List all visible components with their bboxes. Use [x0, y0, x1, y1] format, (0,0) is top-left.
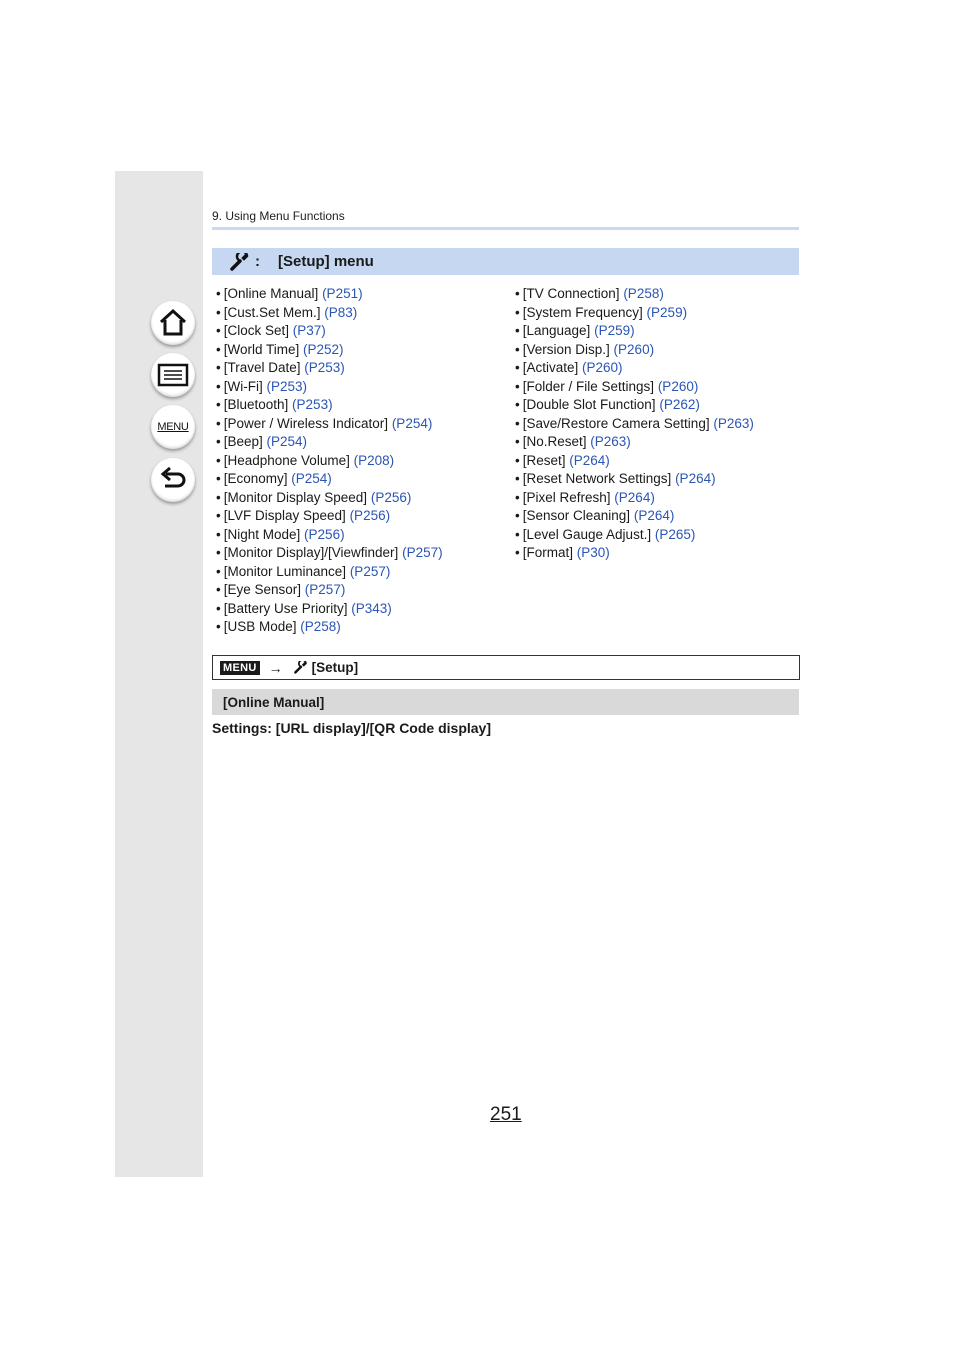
menu-item — [216, 563, 443, 582]
menu-item — [515, 489, 754, 508]
setup-items-right — [515, 285, 754, 563]
menu-item — [216, 433, 443, 452]
menu-item-label: [Power / Wireless Indicator] — [223, 415, 389, 431]
bullet: • — [515, 397, 520, 412]
menu-item — [216, 526, 443, 545]
page-reference-link[interactable]: (P37) — [292, 323, 326, 338]
page-reference-link[interactable]: (P343) — [351, 600, 392, 616]
bullet: • — [216, 341, 221, 357]
page-reference-link[interactable]: (P260) — [657, 378, 699, 394]
menu-item — [515, 526, 754, 545]
menu-item — [216, 285, 443, 304]
bullet: • — [515, 489, 520, 505]
menu-item-label: [USB Mode] — [223, 619, 297, 634]
bullet: • — [216, 397, 221, 412]
page-reference-link[interactable]: (P258) — [623, 286, 664, 301]
menu-item-label: [Level Gauge Adjust.] — [522, 526, 652, 542]
bullet: • — [515, 526, 520, 542]
arrow-icon: → — [268, 659, 283, 676]
menu-item-label: [Save/Restore Camera Setting] — [522, 415, 710, 431]
menu-item — [216, 304, 443, 323]
bullet: • — [515, 323, 520, 338]
menu-item-label: [World Time] — [223, 341, 300, 357]
page-reference-link[interactable]: (P260) — [613, 341, 655, 357]
bullet: • — [515, 378, 520, 394]
breadcrumb: 9. Using Menu Functions — [212, 209, 345, 223]
bullet: • — [515, 471, 520, 486]
bullet: • — [216, 619, 221, 634]
bullet: • — [216, 545, 221, 560]
header-rule — [212, 227, 799, 230]
menu-item — [216, 489, 443, 508]
home-button[interactable] — [151, 301, 195, 345]
menu-item-label: [Monitor Luminance] — [223, 563, 347, 579]
menu-item-label: [Double Slot Function] — [522, 397, 656, 412]
menu-path — [212, 655, 800, 680]
menu-item-label: [Monitor Display]/[Viewfinder] — [223, 545, 399, 560]
menu-item — [515, 341, 754, 360]
page-reference-link[interactable]: (P253) — [266, 378, 308, 394]
menu-item-label: [Reset Network Settings] — [522, 471, 672, 486]
menu-item-label: [No.Reset] — [522, 434, 587, 449]
menu-item — [515, 285, 754, 304]
menu-item-label: [Monitor Display Speed] — [223, 489, 368, 505]
menu-item-label: [Reset] — [522, 452, 566, 468]
menu-item-label: [Clock Set] — [223, 323, 290, 338]
menu-item — [515, 433, 754, 452]
menu-item-label: [TV Connection] — [522, 286, 620, 301]
page-reference-link[interactable]: (P257) — [402, 545, 443, 560]
menu-item-label: [Format] — [522, 545, 573, 560]
bullet: • — [216, 415, 221, 431]
menu-item-label: [Economy] — [223, 471, 288, 486]
menu-item — [515, 415, 754, 434]
bullet: • — [216, 582, 221, 597]
section-header — [212, 248, 799, 275]
menu-item-label: [Sensor Cleaning] — [522, 508, 631, 523]
bullet: • — [515, 341, 520, 357]
bullet: • — [216, 508, 221, 523]
menu-item-label: [Bluetooth] — [223, 397, 289, 412]
page-reference-link[interactable]: (P254) — [291, 471, 332, 486]
menu-item — [515, 396, 754, 415]
bullet: • — [515, 508, 520, 523]
page-reference-link[interactable]: (P264) — [614, 489, 655, 505]
bullet: • — [216, 452, 221, 468]
page-reference-link[interactable]: (P265) — [654, 526, 696, 542]
page-reference-link[interactable]: (P256) — [370, 489, 412, 505]
page-reference-link[interactable]: (P263) — [713, 415, 754, 431]
back-button[interactable] — [151, 458, 195, 502]
page-reference-link[interactable]: (P264) — [633, 508, 675, 523]
menu-item — [216, 470, 443, 489]
menu-item-label: [Online Manual] — [223, 286, 319, 301]
bullet: • — [216, 434, 221, 449]
settings-text: Settings: [URL display]/[QR Code display] — [212, 720, 491, 736]
menu-item-label: [Eye Sensor] — [223, 582, 302, 597]
menu-item-label: [Battery Use Priority] — [223, 600, 348, 616]
menu-item — [515, 544, 754, 563]
bullet: • — [515, 304, 520, 320]
bullet: • — [515, 434, 520, 449]
menu-item — [515, 452, 754, 471]
bullet: • — [216, 378, 221, 394]
menu-item — [216, 581, 443, 600]
menu-item-label: [Version Disp.] — [522, 341, 610, 357]
page-reference-link[interactable]: (P262) — [659, 397, 700, 412]
page-reference-link[interactable]: (P208) — [353, 452, 395, 468]
home-icon — [158, 308, 188, 338]
wrench-icon — [230, 253, 250, 271]
page-reference-link[interactable]: (P257) — [349, 563, 391, 579]
menu-item — [515, 378, 754, 397]
bullet: • — [216, 489, 221, 505]
menu-item — [515, 322, 754, 341]
page-reference-link[interactable]: (P259) — [646, 304, 688, 320]
page-reference-link[interactable]: (P251) — [322, 286, 363, 301]
menu-item — [515, 304, 754, 323]
list-button[interactable] — [151, 353, 195, 397]
menu-item-label: [System Frequency] — [522, 304, 643, 320]
section-title: [Setup] menu — [278, 253, 374, 270]
menu-item-label: [Night Mode] — [223, 526, 301, 542]
menu-item — [216, 600, 443, 619]
bullet: • — [216, 323, 221, 338]
menu-item-label: [Wi-Fi] — [223, 378, 263, 394]
menu-item-label: [Activate] — [522, 360, 579, 375]
section-colon: : — [255, 253, 260, 270]
menu-item — [216, 341, 443, 360]
menu-item — [216, 618, 443, 637]
menu-item-label: [LVF Display Speed] — [223, 508, 346, 523]
menu-item — [515, 359, 754, 378]
page-reference-link[interactable]: (P253) — [304, 360, 345, 375]
page-reference-link[interactable]: (P259) — [594, 323, 635, 338]
bullet: • — [216, 563, 221, 579]
menu-item-label: [Cust.Set Mem.] — [223, 304, 321, 320]
page-reference-link[interactable]: (P252) — [303, 341, 344, 357]
subsection-header — [212, 689, 799, 715]
bullet: • — [216, 360, 221, 375]
menu-item — [216, 378, 443, 397]
menu-item — [216, 359, 443, 378]
page-reference-link[interactable]: (P256) — [304, 526, 345, 542]
menu-item-label: [Folder / File Settings] — [522, 378, 655, 394]
back-icon — [158, 465, 188, 495]
menu-button[interactable] — [151, 405, 195, 449]
bullet: • — [515, 415, 520, 431]
bullet: • — [515, 286, 520, 301]
bullet: • — [515, 360, 520, 375]
page-number: 251 — [490, 1104, 522, 1125]
menu-item — [216, 322, 443, 341]
bullet: • — [216, 526, 221, 542]
menu-icon: MENU — [157, 421, 189, 433]
menu-item-label: [Travel Date] — [223, 360, 301, 375]
page-reference-link[interactable]: (P254) — [391, 415, 433, 431]
page-reference-link[interactable]: (P260) — [582, 360, 623, 375]
menu-item — [216, 507, 443, 526]
bullet: • — [216, 304, 221, 320]
page-reference-link[interactable]: (P256) — [349, 508, 391, 523]
wrench-icon — [294, 661, 308, 674]
bullet: • — [216, 471, 221, 486]
list-icon — [157, 362, 189, 388]
page-reference-link[interactable]: (P83) — [324, 304, 358, 320]
page-reference-link[interactable]: (P254) — [266, 434, 308, 449]
page-reference-link[interactable]: (P258) — [300, 619, 341, 634]
menu-item-label: [Language] — [522, 323, 591, 338]
menu-item-label: [Beep] — [223, 434, 263, 449]
menu-item — [515, 507, 754, 526]
page-reference-link[interactable]: (P264) — [569, 452, 610, 468]
menu-item — [515, 470, 754, 489]
menu-item-label: [Headphone Volume] — [223, 452, 350, 468]
menu-item — [216, 415, 443, 434]
setup-items-left — [216, 285, 443, 637]
page-reference-link[interactable]: (P257) — [304, 582, 346, 597]
bullet: • — [216, 600, 221, 616]
page-reference-link[interactable]: (P264) — [675, 471, 716, 486]
bullet: • — [216, 286, 221, 301]
menu-item — [216, 452, 443, 471]
page-reference-link[interactable]: (P263) — [590, 434, 631, 449]
page-reference-link[interactable]: (P253) — [292, 397, 333, 412]
page-reference-link[interactable]: (P30) — [576, 545, 610, 560]
bullet: • — [515, 545, 520, 560]
menu-item — [216, 544, 443, 563]
menu-item — [216, 396, 443, 415]
subsection-title: [Online Manual] — [223, 694, 325, 710]
menu-badge: MENU — [220, 661, 260, 675]
bullet: • — [515, 452, 520, 468]
menu-item-label: [Pixel Refresh] — [522, 489, 611, 505]
path-label: [Setup] — [311, 660, 359, 675]
